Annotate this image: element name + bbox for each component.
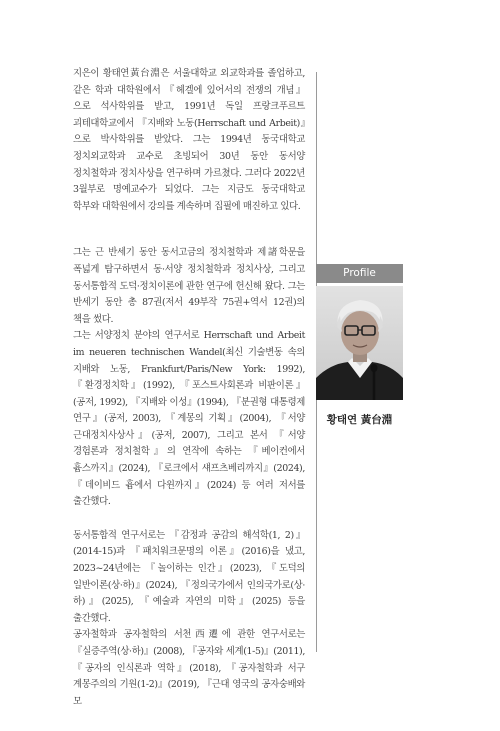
bio-paragraph-research: 그는 근 반세기 동안 동서고금의 정치철학과 제諸학문을 폭넓게 탐구하면서 동·서양 정치철학과 정치사상, 그리고 동서통합적 도덕·정치이론에 관한 연구에 헌신해 왔다. 그는 반세기 동안 총 87권(저서 49부작 75권+역서 12권)의 책을 썼다.	[73, 247, 305, 325]
bio-paragraph-integrative-works: 동서통합적 연구서로는 『감정과 공감의 해석학(1, 2)』(2014-15)과 『패치워크문명의 이론』(2016)을 냈고, 2023~24년에는 『놀이하는 인간』(2023), 『도덕의 일반이론(상·하)』(2024), 『정의국가에서 인의국가로(상·하)』(2025), 『예술과 자연의 미학』(2025) 등을 출간했다.	[73, 529, 305, 624]
bio-paragraph-western-works: 그는 서양정치 분야의 연구서로 Herrschaft und Arbeit im neueren technischen Wandel(최신 기술변동 속의 지배와 노동, Frankfurt/Paris/New York: 1992), 『환경정치학』(1992), 『포스트사회론과 비판이론』(공저, 1992), 『지배와 이성』(1994), 『분권형 대통령제 연구』(공저, 2003), 『계몽의 기획』(2004), 『서양 근대정치사상사』(공저, 2007), 그리고 본서 『서양 경험론과 정치철학』의 연작에 속하는 『베이컨에서 흄스까지』(2024), 『로크에서 섀프츠베리까지』(2024), 『데이비드 흄에서 다윈까지』(2024) 등 여러 저서를 출간했다.	[73, 330, 305, 508]
author-name: 황태연 黃台淵	[326, 414, 393, 426]
bio-paragraph-confucius-works: 공자철학과 공자철학의 서천西遷에 관한 연구서로는 『실증주역(상·하)』(2008), 『공자와 세계(1-5)』(2011), 『공자의 인식론과 역학』(2018), 『공자철학과 서구 계몽주의의 기원(1-2)』(2019), 『근대 영국의 공자숭배와 모	[73, 629, 305, 707]
profile-header: Profile	[316, 264, 403, 283]
bio-paragraph-career: 지은이 황태연黃台淵은 서울대학교 외교학과를 졸업하고, 같은 학과 대학원에서 『헤겔에 있어서의 전쟁의 개념』으로 석사학위를 받고, 1991년 독일 프랑크푸르트 괴테대학교에서 『지배와 노동(Herrschaft und Arbeit)』으로 박사학위를 받았다. 그는 1994년 동국대학교 정치외교학과 교수로 초빙되어 30년 동안 동서양 정치철학과 정치사상을 연구하며 가르쳤다. 그러다 2022년 3월부로 명예교수가 되었다. 그는 지금도 동국대학교 학부와 대학원에서 강의를 계속하며 집필에 매진하고 있다.	[73, 68, 305, 212]
biography-text	[73, 66, 305, 710]
author-photo	[316, 286, 403, 400]
